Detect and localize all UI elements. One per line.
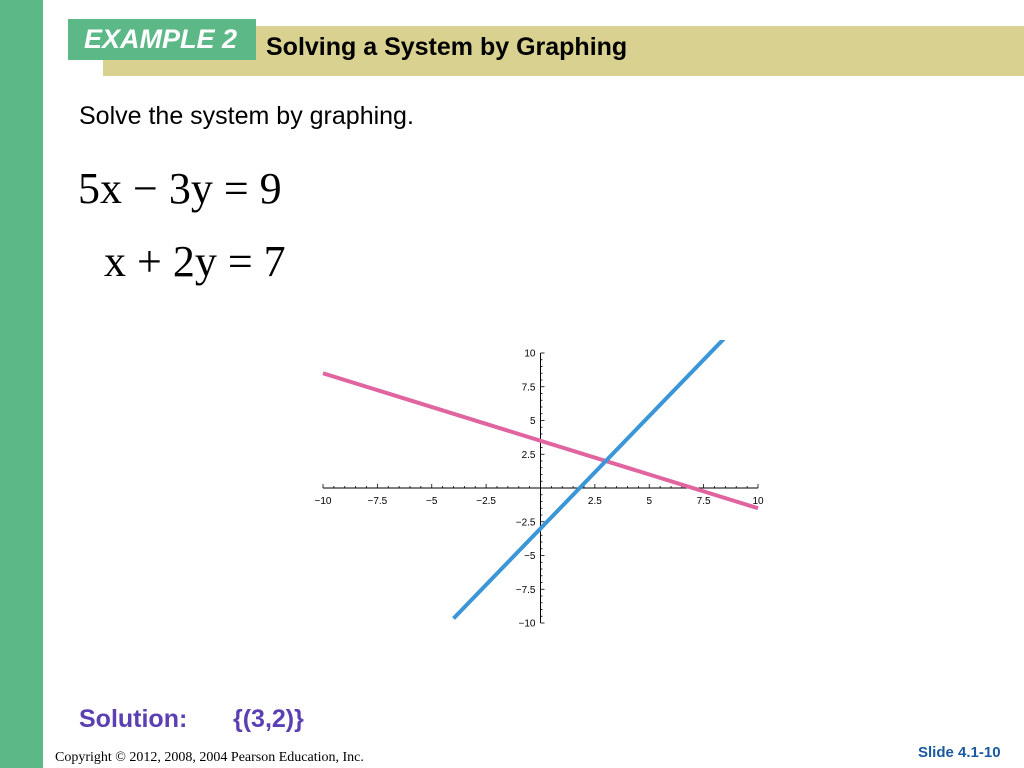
x-tick-label: 5	[646, 496, 653, 507]
y-tick-label: 2.5	[521, 449, 536, 461]
solution-label: Solution:	[79, 705, 188, 733]
y-tick-label: 7.5	[521, 382, 536, 394]
example-badge: EXAMPLE 2	[68, 19, 256, 60]
y-tick-label: −2.5	[515, 517, 536, 529]
system-graph	[300, 340, 770, 630]
equation-1: 5x − 3y = 9	[78, 164, 282, 213]
x-tick-label: −2.5	[476, 496, 496, 507]
x-tick-label: 10	[752, 496, 764, 507]
y-tick-label: 5	[529, 416, 536, 427]
y-tick-label: −10	[518, 618, 536, 630]
copyright-text: Copyright © 2012, 2008, 2004 Pearson Education, Inc.	[55, 750, 364, 765]
x-tick-label: 7.5	[696, 496, 711, 507]
y-tick-label: 10	[524, 348, 536, 360]
x-tick-label: −5	[426, 496, 438, 507]
solution-value: {(3,2)}	[233, 705, 304, 733]
x-tick-label: −10	[314, 496, 332, 507]
series-line-2	[454, 340, 750, 619]
y-tick-label: −7.5	[515, 584, 536, 596]
equation-2: x + 2y = 7	[104, 237, 286, 286]
slide-title: Solving a System by Graphing	[266, 33, 628, 61]
left-accent-bar	[0, 0, 43, 768]
x-tick-label: 2.5	[587, 496, 602, 507]
x-tick-label: −7.5	[367, 496, 388, 507]
slide-number: Slide 4.1-10	[918, 744, 1001, 761]
y-tick-label: −5	[524, 551, 536, 562]
instruction-text: Solve the system by graphing.	[79, 102, 414, 130]
